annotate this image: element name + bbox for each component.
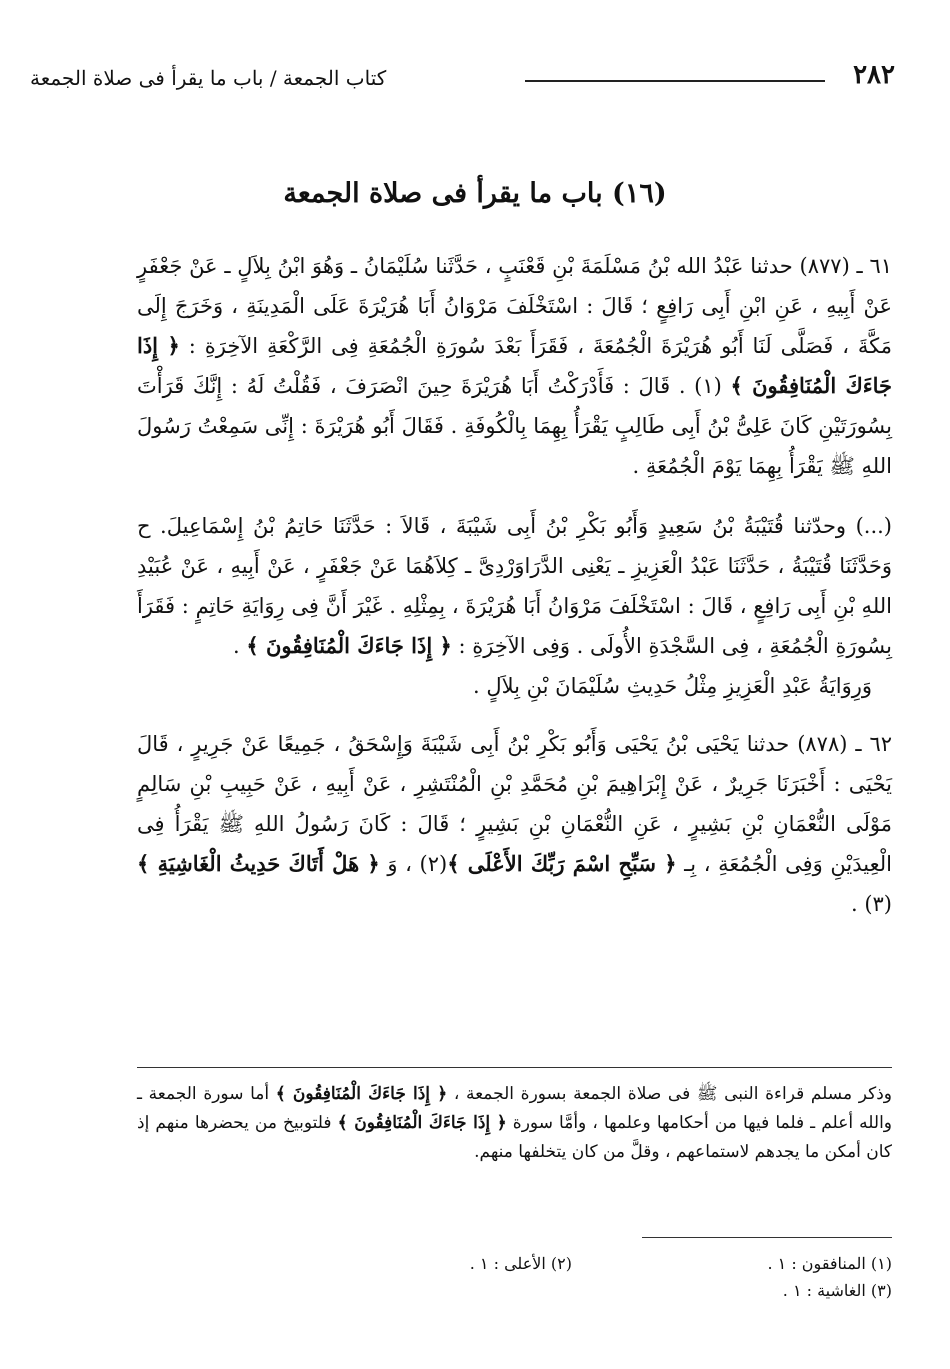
quran-quote: ﴿ إِذَا جَاءَكَ الْمُنَافِقُونَ ﴾: [275, 1084, 448, 1104]
hadith-chain-variant: [137, 506, 892, 666]
hadith-number: ٦٢ ـ (٨٧٨): [789, 732, 892, 756]
footnote-1: (١) المنافقون : ١ .: [767, 1254, 892, 1273]
commentary-text: فلتوبيخ من يحضرها منهم إذ كان أمكن ما يجدهم لاستماعهم ، وقلَّ من كان يتخلفها منهم.: [137, 1113, 892, 1162]
footnote-2: (٢) الأعلى : ١ .: [469, 1254, 572, 1273]
hadith-number: ٦١ ـ (٨٧٧): [792, 254, 893, 278]
hadith-text: (٢) ، وَ: [379, 852, 448, 876]
hadith-text: حدثنا عَبْدُ الله بْنُ مَسْلَمَةَ بْنِ قَعْنَبٍ ، حَدَّثَنا سُلَيْمَانُ ـ وَهُوَ ابْنُ بِلاَلٍ ـ عَنْ جَعْفَرٍ عَنْ أَبِيهِ ، عَنِ ابْنِ أَبِى رَافِعٍ ؛ قَالَ : اسْتَخْلَفَ مَرْوَانُ أَبَا هُرَيْرَةَ عَلَى الْمَدِينَةِ ، وَخَرَجَ إِلَى مَكَّةَ ، فَصَلَّى لَنَا أَبُو هُرَيْرَةَ الْجُمُعَةَ ، فَقَرَأَ بَعْدَ سُورَةِ الْجُمُعَةِ فِى الرَّكْعَةِ الآخِرَةِ :: [137, 254, 892, 358]
main-text: [137, 246, 892, 944]
hadith-text: وحدّثنا قُتَيْبَةُ بْنُ سَعِيدٍ وَأَبُو بَكْرِ بْنُ أَبِى شَيْبَةَ ، قَالاَ : حَدَّثَنَا حَاتِمُ بْنُ إِسْمَاعِيلَ. ح وَحَدَّثَنَا قُتَيْبَةُ ، حَدَّثَنَا عَبْدُ الْعَزِيزِ ـ يَعْنِى الدَّرَاوَرْدِىَّ ـ كِلاَهُمَا عَنْ جَعْفَرٍ ، عَنْ أَبِيهِ ، عَنْ عُبَيْدِ اللهِ بْنِ أَبِى رَافِعٍ ، قَالَ : اسْتَخْلَفَ مَرْوَانُ أَبَا هُرَيْرَةَ ، بِمِثْلِهِ . غَيْرَ أَنَّ فِى رِوَايَةِ حَاتِمٍ : فَقَرَأَ بِسُورَةِ الْجُمُعَةِ ، فِى السَّجْدَةِ الأُولَى . وَفِى الآخِرَةِ :: [137, 514, 892, 658]
footnote-3: (٣) الغاشية : ١ .: [782, 1281, 892, 1300]
quran-quote: ﴿ إِذَا جَاءَكَ الْمُنَافِقُونَ ﴾: [137, 333, 893, 398]
running-title: كتاب الجمعة / باب ما يقرأ فى صلاة الجمعة: [30, 66, 387, 90]
quran-quote: ﴿ إِذَا جَاءَكَ الْمُنَافِقُونَ ﴾: [246, 633, 452, 658]
commentary: [137, 1080, 892, 1167]
hadith-text: (٣) .: [850, 892, 892, 916]
commentary-text: أما سورة الجمعة ـ والله أعلم ـ فلما فيها من أحكامها وعلمها ، وأمَّا سورة: [137, 1084, 892, 1133]
hadith-62: [137, 724, 892, 924]
running-header: [30, 62, 895, 102]
hadith-text: .: [232, 634, 247, 658]
commentary-divider: [137, 1067, 892, 1068]
header-rule: [525, 80, 825, 82]
quran-quote: ﴿ سَبِّحِ اسْمَ رَبِّكَ الأَعْلَى ﴾: [447, 851, 677, 876]
quran-quote: ﴿ إِذَا جَاءَكَ الْمُنَافِقُونَ ﴾: [337, 1113, 507, 1133]
hadith-text: (١) . قَالَ : فَأَدْرَكْتُ أَبَا هُرَيْرَةَ حِينَ انْصَرَفَ ، فَقُلْتُ لَهُ : إِنَّكَ قَرَأْتَ بِسُورَتَيْنِ كَانَ عَلِىُّ بْنُ أَبِى طَالِبٍ يَقْرَأُ بِهِمَا بِالْكُوفَةِ . فَقَالَ أَبُو هُرَيْرَةَ : إِنِّى سَمِعْتُ رَسُولَ اللهِ ﷺ يَقْرَأُ بِهِمَا يَوْمَ الْجُمُعَةِ .: [137, 374, 892, 478]
page-number: ٢٨٢: [853, 60, 895, 90]
quran-quote: ﴿ هَلْ أَتَاكَ حَدِيثُ الْغَاشِيَةِ ﴾: [137, 851, 380, 876]
hadith-text: حدثنا يَحْيَى بْنُ يَحْيَى وَأَبُو بَكْرِ بْنُ أَبِى شَيْبَةَ وَإِسْحَقُ ، جَمِيعًا عَنْ جَرِيرٍ ، قَالَ يَحْيَى : أَخْبَرَنَا جَرِيرٌ ، عَنْ إِبْرَاهِيمَ بْنِ مُحَمَّدِ بْنِ الْمُنْتَشِرِ ، عَنْ أَبِيهِ ، عَنْ حَبِيبِ بْنِ سَالِمٍ مَوْلَى النُّعْمَانِ بْنِ بَشِيرٍ ، عَنِ النُّعْمَانِ بْنِ بَشِيرٍ ؛ قَالَ : كَانَ رَسُولُ اللهِ ﷺ يَقْرَأُ فِى الْعِيدَيْنِ وَفِى الْجُمُعَةِ ، بِـ: [137, 732, 892, 876]
footnote-divider: [642, 1237, 892, 1238]
hadith-61: [137, 246, 892, 486]
footnote-row: [137, 1250, 892, 1277]
footnote-row: [137, 1277, 892, 1304]
chapter-title: (١٦) باب ما يقرأ فى صلاة الجمعة: [283, 178, 667, 209]
commentary-paragraph: [137, 1080, 892, 1167]
riwaya-note: وَرِوَايَةُ عَبْدِ الْعَزِيزِ مِثْلُ حَدِيثِ سُلَيْمَانَ بْنِ بِلاَلٍ .: [473, 674, 872, 698]
hadith-number: (...): [846, 514, 892, 538]
commentary-text: وذكر مسلم قراءة النبى ﷺ فى صلاة الجمعة بسورة الجمعة ،: [447, 1084, 892, 1104]
footnotes: [137, 1250, 892, 1304]
